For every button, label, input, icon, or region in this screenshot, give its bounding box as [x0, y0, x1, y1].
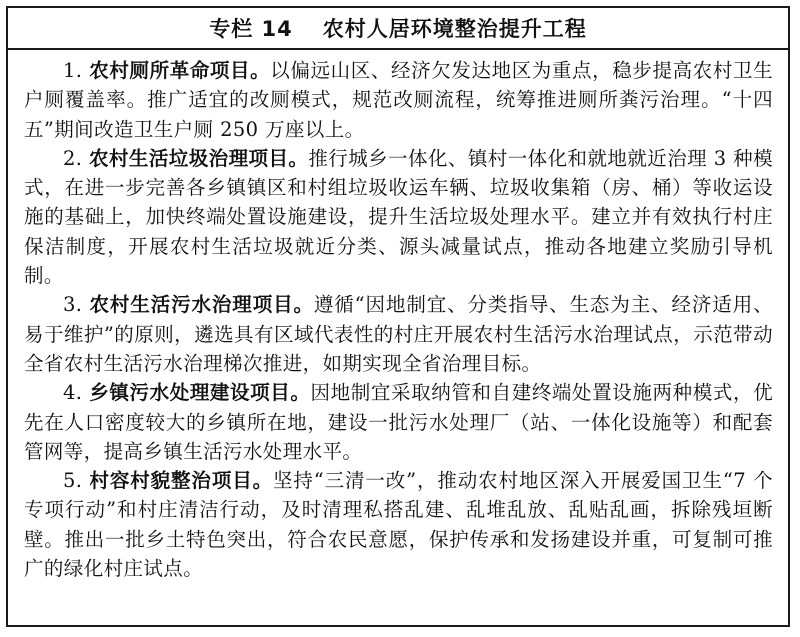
item-number: 1.	[63, 59, 83, 82]
item-number: 4.	[63, 381, 83, 405]
item-number: 5.	[63, 469, 83, 493]
project-item-1	[24, 56, 773, 144]
project-item-2	[24, 144, 773, 290]
item-title: 农村生活垃圾治理项目。	[89, 146, 309, 170]
item-number: 2.	[63, 146, 83, 170]
project-item-5	[24, 466, 773, 583]
item-number: 3.	[63, 293, 83, 317]
item-title: 农村厕所革命项目。	[89, 59, 271, 82]
item-text: 因地制宜采取纳管和自建终端处置设施两种模式，优先在人口密度较大的乡镇所在地，建设一批污水处理厂（站、一体化设施等）和配套管网等，提高乡镇生活污水处理水平。	[24, 381, 774, 463]
item-text: 推行城乡一体化、镇村一体化和就地就近治理 3 种模式，在进一步完善各乡镇镇区和村组垃圾收运车辆、垃圾收集箱（房、桶）等收运设施的基础上，加快终端处置设施建设，提升生活垃圾处理水平。建立并有效执行村庄保洁制度，开展农村生活垃圾就近分类、源头减量试点，推动各地建立奖励引导机制。	[24, 146, 773, 288]
box-title: 农村人居环境整治提升工程	[322, 17, 587, 41]
item-text: 以偏远山区、经济欠发达地区为重点，稳步提高农村卫生户厕覆盖率。推广适宜的改厕模式，规范改厕流程，统筹推进厕所粪污治理。“十四五”期间改造卫生户厕 250 万座以上。	[24, 59, 773, 141]
item-title: 乡镇污水处理建设项目。	[89, 381, 311, 405]
item-title: 村容村貌整治项目。	[89, 469, 273, 493]
project-item-4	[24, 378, 773, 466]
project-item-3	[24, 290, 773, 378]
box-label: 专栏 14	[209, 17, 293, 41]
feature-box	[6, 6, 790, 627]
box-header	[8, 8, 788, 50]
item-title: 农村生活污水治理项目。	[89, 293, 314, 317]
box-content	[8, 50, 788, 583]
item-text: 遵循“因地制宜、分类指导、生态为主、经济适用、易于维护”的原则，遴选具有区域代表性的村庄开展农村生活污水治理试点，示范带动全省农村生活污水治理梯次推进，如期实现全省治理目标。	[24, 293, 773, 375]
item-text: 坚持“三清一改”，推动农村地区深入开展爱国卫生“7 个专项行动”和村庄清洁行动，及时清理私搭乱建、乱堆乱放、乱贴乱画，拆除残垣断壁。推出一批乡土特色突出，符合农民意愿，保护传承和发扬建设并重，可复制可推广的绿化村庄试点。	[24, 469, 773, 581]
